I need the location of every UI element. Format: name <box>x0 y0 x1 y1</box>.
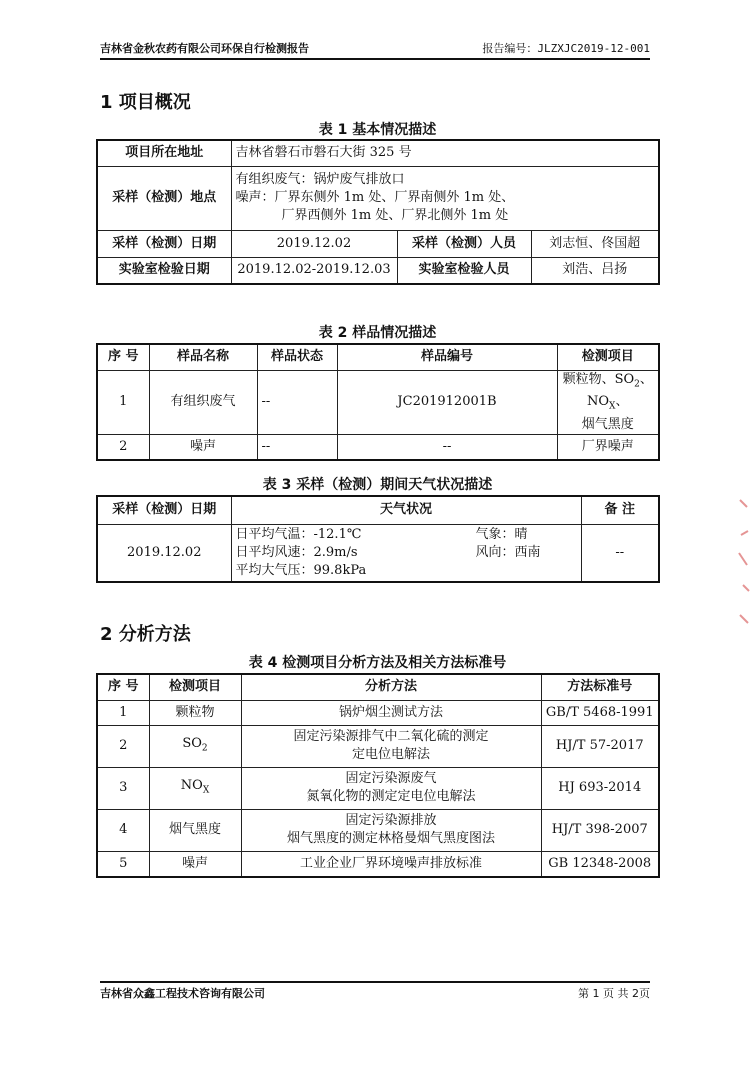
t4-row3-method <box>241 767 541 809</box>
t3-wind-speed: 日平均风速：2.9m/s <box>235 544 358 560</box>
t4-row2-std: HJ/T 57-2017 <box>541 725 659 767</box>
table-row <box>97 809 659 851</box>
date-label: 采样（检测）日期 <box>97 230 231 257</box>
t2-header-code: 样品编号 <box>337 344 557 370</box>
t3-weather-details <box>231 524 581 582</box>
t2-row2-state: -- <box>257 434 337 460</box>
t4-row1-no: 1 <box>97 700 149 725</box>
t2-row1-no: 1 <box>97 370 149 434</box>
sampler-label: 采样（检测）人员 <box>397 230 531 257</box>
t4-row5-item: 噪声 <box>149 851 241 877</box>
t2-items-part-a: 颗粒物、SO <box>562 371 635 387</box>
page-header <box>100 40 650 60</box>
t4-header-std: 方法标准号 <box>541 674 659 700</box>
t4-header-item: 检测项目 <box>149 674 241 700</box>
t3-header-date: 采样（检测）日期 <box>97 496 231 524</box>
table-3-weather <box>96 495 660 583</box>
table-1-basic-info <box>96 139 660 285</box>
seal-stamp-fragment <box>737 495 750 645</box>
t4-row2-item-text: SO <box>182 735 202 751</box>
t2-items-part-b: 、NO <box>587 371 653 410</box>
t2-row2-code: -- <box>337 434 557 460</box>
t2-header-no: 序 号 <box>97 344 149 370</box>
t4-row4-method-line2: 烟气黑度的测定林格曼烟气黑度图法 <box>286 831 495 846</box>
table-2-caption: 表 2 样品情况描述 <box>318 325 437 341</box>
t4-row4-method-line1: 固定污染源排放 <box>345 813 437 828</box>
t4-row4-method <box>241 809 541 851</box>
table-1-caption: 表 1 基本情况描述 <box>318 122 437 138</box>
footer-page-number: 第 1 页 共 2页 <box>578 987 650 1000</box>
t4-row2-method-line1: 固定污染源排气中二氧化硫的测定 <box>293 729 489 744</box>
t4-row2-no: 2 <box>97 725 149 767</box>
table-row <box>97 434 659 460</box>
lab-date-value: 2019.12.02-2019.12.03 <box>231 257 397 284</box>
t3-remark: -- <box>581 524 659 582</box>
t2-items-part-c: 、 <box>615 394 629 410</box>
t4-row5-std: GB 12348-2008 <box>541 851 659 877</box>
table-row <box>97 851 659 877</box>
lab-date-label: 实验室检验日期 <box>97 257 231 284</box>
t4-row1-item: 颗粒物 <box>149 700 241 725</box>
t4-row3-method-line2: 氮氧化物的测定定电位电解法 <box>306 789 476 804</box>
t4-header-no: 序 号 <box>97 674 149 700</box>
t2-items-sub-2: X <box>609 401 616 412</box>
t4-row2-item <box>149 725 241 767</box>
site-line-2: 噪声：厂界东侧外 1m 处、厂界南侧外 1m 处、 <box>235 190 515 205</box>
table-2-samples <box>96 343 660 461</box>
t2-row1-items <box>557 370 659 434</box>
t3-header-weather: 天气状况 <box>231 496 581 524</box>
t2-header-items: 检测项目 <box>557 344 659 370</box>
t4-row3-item <box>149 767 241 809</box>
t2-header-state: 样品状态 <box>257 344 337 370</box>
lab-staff-label: 实验室检验人员 <box>397 257 531 284</box>
t4-row3-item-sub: X <box>202 785 210 796</box>
t4-row4-item: 烟气黑度 <box>149 809 241 851</box>
t4-row4-no: 4 <box>97 809 149 851</box>
site-label: 采样（检测）地点 <box>97 166 231 230</box>
t4-row3-no: 3 <box>97 767 149 809</box>
t4-row1-std: GB/T 5468-1991 <box>541 700 659 725</box>
table-row <box>97 700 659 725</box>
section-2-title: 2 分析方法 <box>100 624 191 645</box>
t2-items-sub-1: 2 <box>634 379 640 390</box>
table-3-caption: 表 3 采样（检测）期间天气状况描述 <box>262 477 493 493</box>
address-value: 吉林省磐石市磐石大街 325 号 <box>231 140 659 166</box>
t3-temp: 日平均气温：-12.1℃ <box>235 526 362 542</box>
table-row <box>97 725 659 767</box>
t2-row2-no: 2 <box>97 434 149 460</box>
footer-company: 吉林省众鑫工程技术咨询有限公司 <box>100 987 265 1000</box>
t4-row2-method <box>241 725 541 767</box>
t4-row1-method: 锅炉烟尘测试方法 <box>241 700 541 725</box>
t4-row3-std: HJ 693-2014 <box>541 767 659 809</box>
t3-pressure: 平均大气压：99.8kPa <box>235 562 367 578</box>
header-company-title: 吉林省金秋农药有限公司环保自行检测报告 <box>100 42 309 55</box>
t4-row2-item-sub: 2 <box>201 743 208 754</box>
t2-header-name: 样品名称 <box>149 344 257 370</box>
t3-date: 2019.12.02 <box>97 524 231 582</box>
seal-stamp-icon <box>737 495 750 645</box>
site-line-3: 厂界西侧外 1m 处、厂界北侧外 1m 处 <box>281 208 509 223</box>
t4-row3-item-text: NO <box>180 777 203 793</box>
header-report-number: 报告编号：JLZXJC2019-12-001 <box>482 42 650 55</box>
t2-row1-code: JC201912001B <box>337 370 557 434</box>
t2-items-line-2: 烟气黑度 <box>581 416 634 432</box>
table-4-methods <box>96 673 660 878</box>
lab-staff-value: 刘浩、吕扬 <box>531 257 659 284</box>
t2-row1-state: -- <box>257 370 337 434</box>
table-row <box>97 767 659 809</box>
t2-row2-name: 噪声 <box>149 434 257 460</box>
t4-header-method: 分析方法 <box>241 674 541 700</box>
t3-wind-dir: 风向：西南 <box>475 544 541 560</box>
t4-row5-method: 工业企业厂界环境噪声排放标准 <box>241 851 541 877</box>
t2-row1-name: 有组织废气 <box>149 370 257 434</box>
site-value <box>231 166 659 230</box>
t2-row2-items: 厂界噪声 <box>557 434 659 460</box>
t4-row3-method-line1: 固定污染源废气 <box>345 771 437 786</box>
address-label: 项目所在地址 <box>97 140 231 166</box>
t3-sky: 气象：晴 <box>475 526 528 542</box>
date-value: 2019.12.02 <box>231 230 397 257</box>
sampler-value: 刘志恒、佟国超 <box>531 230 659 257</box>
t4-row4-std: HJ/T 398-2007 <box>541 809 659 851</box>
page-footer <box>100 981 650 999</box>
table-4-caption: 表 4 检测项目分析方法及相关方法标准号 <box>248 655 507 671</box>
site-line-1: 有组织废气：锅炉废气排放口 <box>235 172 405 187</box>
t3-header-remark: 备 注 <box>581 496 659 524</box>
t4-row5-no: 5 <box>97 851 149 877</box>
table-row <box>97 370 659 434</box>
section-1-title: 1 项目概况 <box>100 92 191 113</box>
t4-row2-method-line2: 定电位电解法 <box>351 747 430 762</box>
